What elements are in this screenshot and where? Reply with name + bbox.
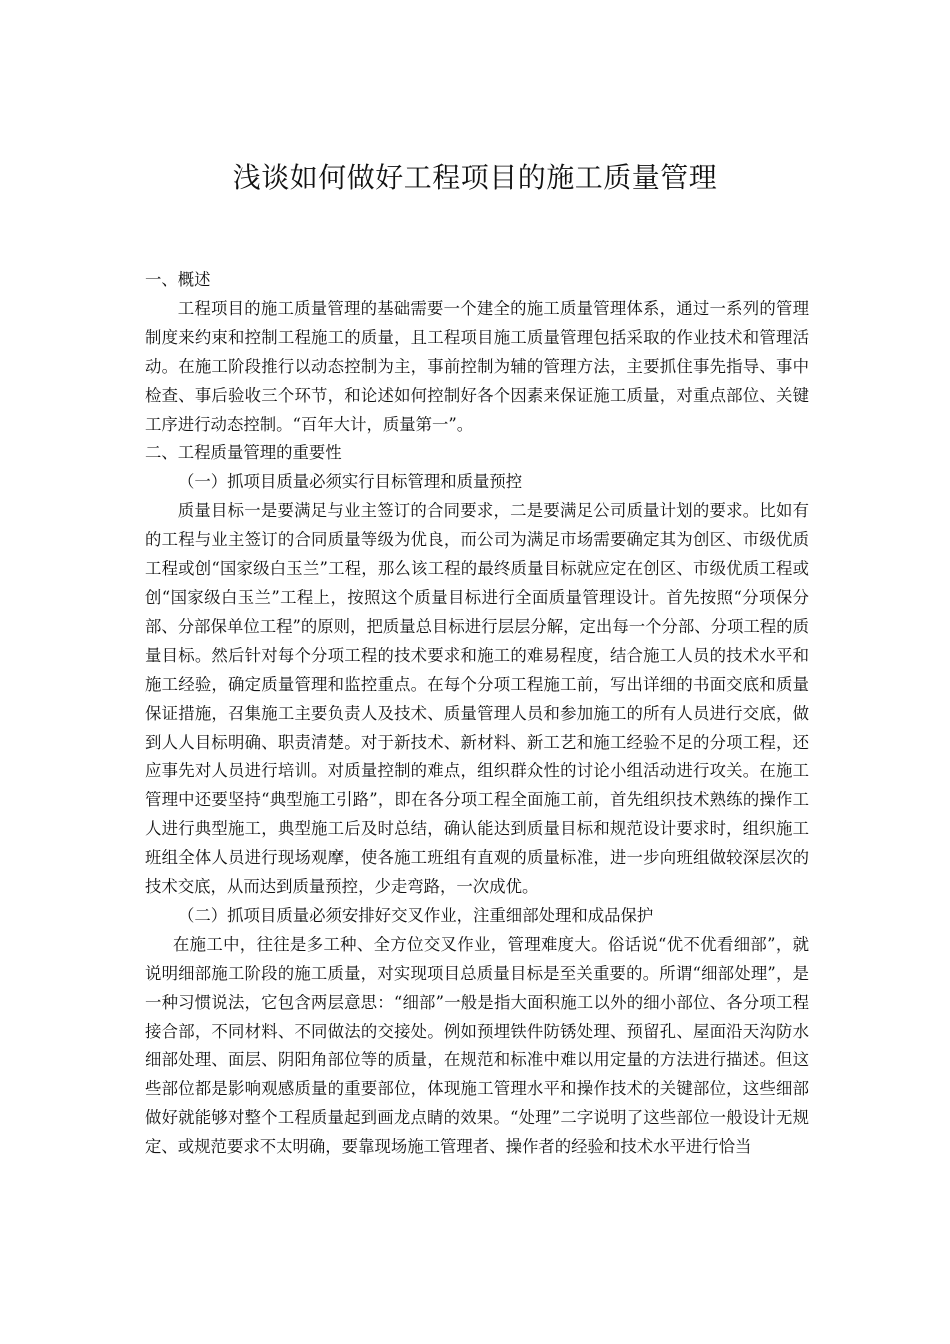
section-heading-overview: 一、概述 bbox=[145, 270, 211, 289]
document-body bbox=[145, 266, 809, 1162]
subsection-heading-target-management: （一）抓项目质量必须实行目标管理和质量预控 bbox=[178, 472, 523, 492]
section-heading-importance: 二、工程质量管理的重要性 bbox=[145, 443, 342, 463]
subsection-heading-cross-operation: （二）抓项目质量必须安排好交叉作业，注重细部处理和成品保护 bbox=[178, 905, 654, 925]
cross-operation-paragraph: 在施工中，往往是多工种、全方位交叉作业，管理难度大。俗话说“优不优看细部”，就说明细部施工阶段的施工质量，对实现项目总质量目标是至关重要的。所谓“细部处理”，是一种习惯说法，它包含两层意思：“细部”一般是指大面积施工以外的细小部位、各分项工程接合部，不同材料、不同做法的交接处。例如预埋铁件防锈处理、预留孔、屋面沿天沟防水细部处理、面层、阴阳角部位等的质量，在规范和标准中难以用定量的方法进行描述。但这些部位都是影响观感质量的重要部位，体现施工管理水平和操作技术的关键部位，这些细部做好就能够对整个工程质量起到画龙点睛的效果。“处理”二字说明了这些部位一般设计无规定、或规范要求不太明确，要靠现场施工管理者、操作者的经验和技术水平进行恰当 bbox=[145, 934, 809, 1157]
document-title: 浅谈如何做好工程项目的施工质量管理 bbox=[232, 161, 718, 194]
target-management-paragraph: 质量目标一是要满足与业主签订的合同要求，二是要满足公司质量计划的要求。比如有的工程与业主签订的合同质量等级为优良，而公司为满足市场需要确定其为创区、市级优质工程或创“国家级白玉兰”工程，那么该工程的最终质量目标就应定在创区、市级优质工程或创“国家级白玉兰”工程上，按照这个质量目标进行全面质量管理设计。首先按照“分项保分部、分部保单位工程”的原则，把质量总目标进行层层分解，定出每一个分部、分项工程的质量目标。然后针对每个分项工程的技术要求和施工的难易程度，结合施工人员的技术水平和施工经验，确定质量管理和监控重点。在每个分项工程施工前，写出详细的书面交底和质量保证措施，召集施工主要负责人及技术、质量管理人员和参加施工的所有人员进行交底，做到人人目标明确、职责清楚。对于新技术、新材料、新工艺和施工经验不足的分项工程，还应事先对人员进行培训。对质量控制的难点，组织群众性的讨论小组活动进行攻关。在施工管理中还要坚持“典型施工引路”，即在各分项工程全面施工前，首先组织技术熟练的操作工人进行典型施工，典型施工后及时总结，确认能达到质量目标和规范设计要求时，组织施工班组全体人员进行现场观摩，使各施工班组有直观的质量标准，进一步向班组做较深层次的技术交底，从而达到质量预控，少走弯路，一次成优。 bbox=[145, 501, 810, 897]
overview-paragraph: 工程项目的施工质量管理的基础需要一个建全的施工质量管理体系，通过一系列的管理制度来约束和控制工程施工的质量，且工程项目施工质量管理包括采取的作业技术和管理活动。在施工阶段推行以动态控制为主，事前控制为辅的管理方法，主要抓住事先指导、事中检查、事后验收三个环节，和论述如何控制好各个因素来保证施工质量，对重点部位、关键工序进行动态控制。“百年大计，质量第一”。 bbox=[145, 298, 809, 434]
